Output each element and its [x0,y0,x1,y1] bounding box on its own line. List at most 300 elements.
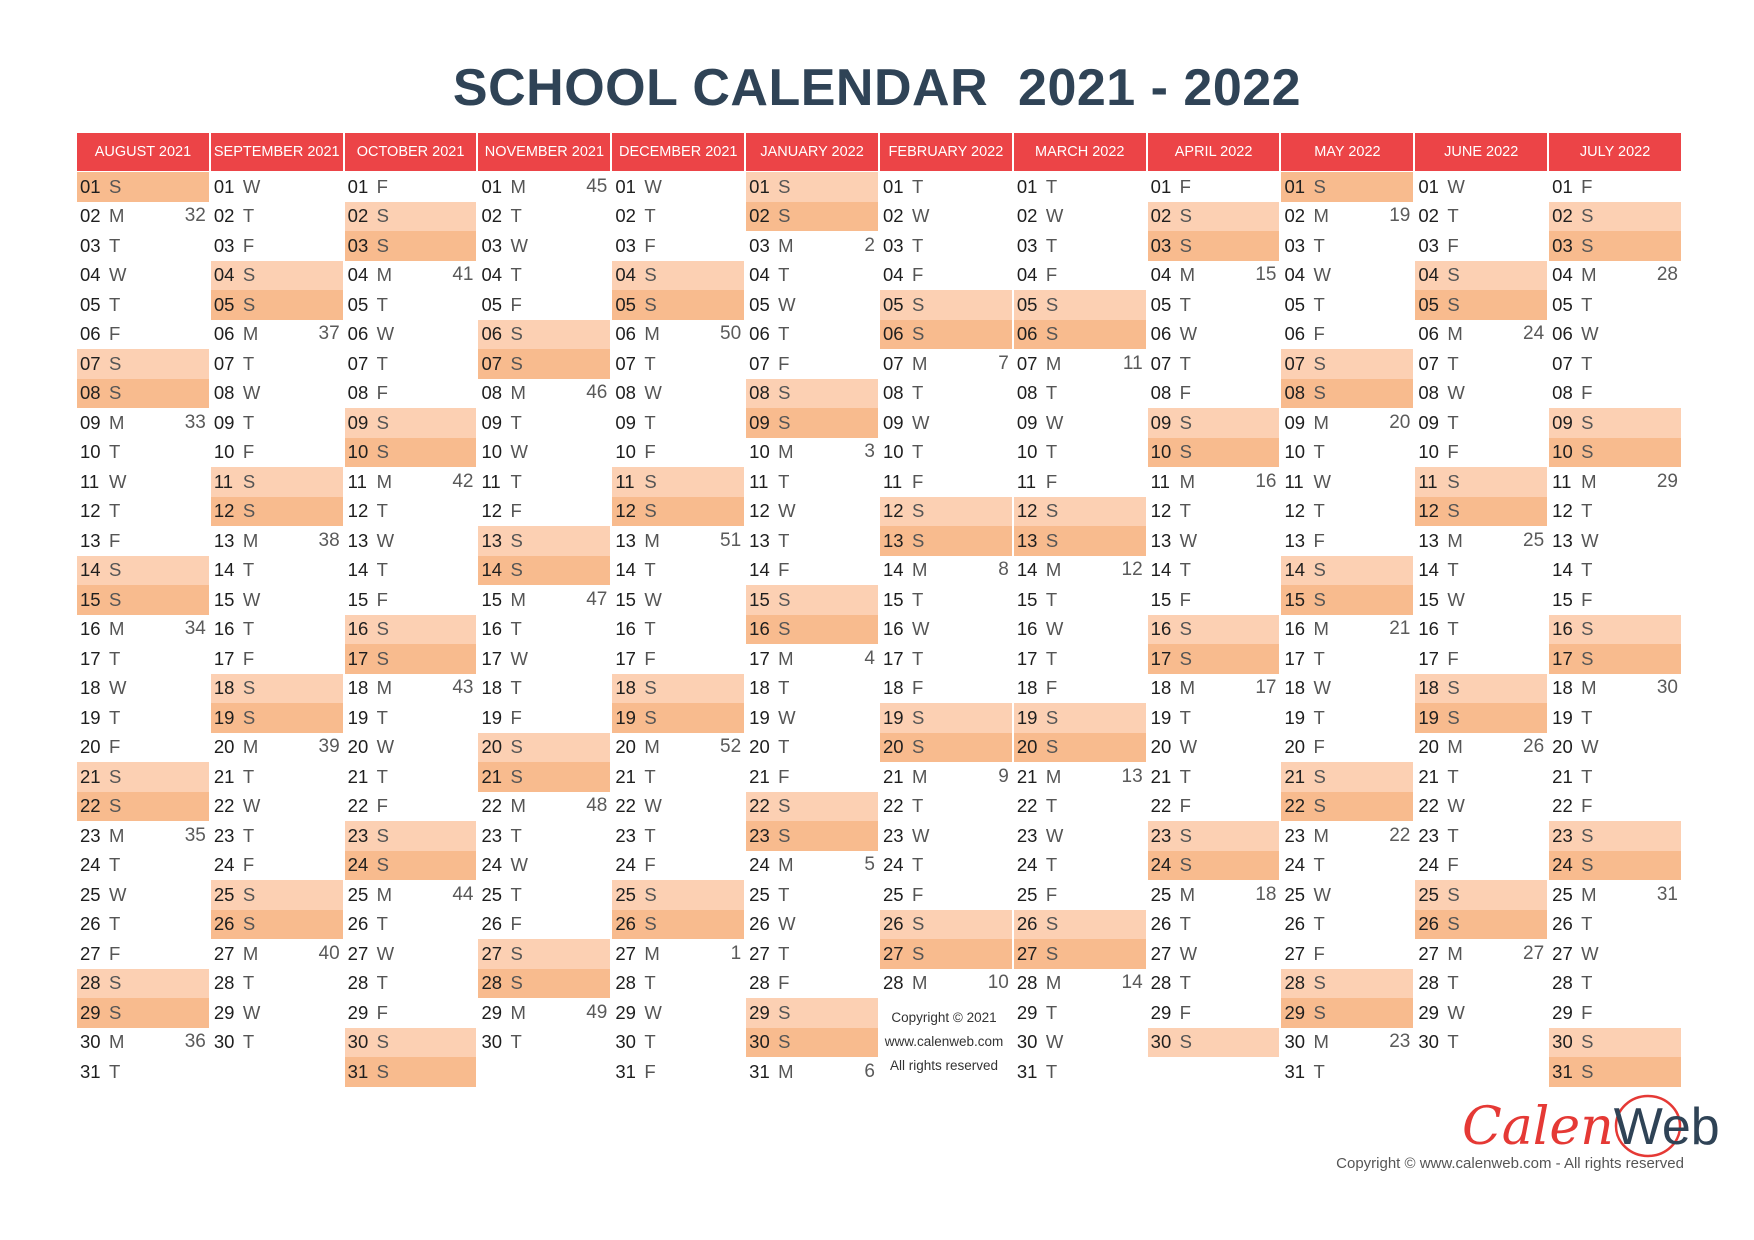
weekday-letter: M [778,441,794,463]
weekday-letter: T [911,588,924,610]
weekday-letter: F [1179,1001,1191,1023]
weekday-letter: W [1313,883,1331,905]
weekday-letter: S [1179,1031,1192,1053]
day-number: 21 [1552,765,1573,787]
weekday-letter: M [1313,618,1329,640]
day-number: 26 [1150,913,1172,935]
month-column [478,133,610,1091]
day-number: 06 [882,323,904,345]
day-cell [1014,379,1146,409]
day-number: 07 [481,352,503,374]
day-cell [1549,172,1681,202]
day-number: 23 [1284,824,1306,846]
weekday-letter: F [778,765,790,787]
weekday-letter: F [1045,470,1058,492]
week-number: 24 [1523,323,1545,345]
weekend-day-cell [1415,467,1547,497]
weekday-letter: T [242,352,255,374]
day-number: 23 [347,824,369,846]
day-cell [77,438,209,468]
weekday-letter: S [242,500,256,522]
day-cell [1549,674,1681,704]
day-cell [211,379,343,409]
day-cell [1148,880,1280,910]
day-number: 19 [1016,706,1038,728]
day-number: 11 [1552,470,1572,492]
weekday-letter: M [242,736,259,758]
weekend-day-cell [1281,585,1413,615]
weekday-letter: T [242,411,255,433]
day-cell [1281,1057,1413,1087]
day-number: 21 [1418,765,1439,787]
week-number: 39 [318,736,340,758]
weekday-letter: W [242,588,261,610]
day-number: 21 [749,765,770,787]
day-cell [1415,851,1547,881]
weekday-letter: F [1045,883,1058,905]
day-cell [1014,644,1146,674]
weekday-letter: T [109,647,121,669]
day-number: 07 [882,352,904,374]
weekday-letter: M [510,382,526,404]
day-number: 27 [1016,942,1038,964]
weekday-letter: S [1447,883,1460,905]
day-number: 15 [1552,588,1573,610]
weekday-letter: M [109,411,125,433]
weekday-letter: T [1045,1060,1058,1082]
week-number: 21 [1389,618,1411,640]
day-number: 16 [1284,618,1306,640]
day-number: 07 [347,352,369,374]
day-number: 06 [615,323,636,345]
weekday-letter: M [109,824,125,846]
weekday-letter: T [376,765,388,787]
day-cell [478,467,610,497]
weekend-day-cell [211,261,343,291]
weekday-letter: T [510,618,522,640]
day-cell [478,703,610,733]
day-cell [1014,821,1146,851]
day-cell [478,821,610,851]
weekday-letter: T [109,913,121,935]
day-number: 10 [1418,441,1439,463]
weekend-day-cell [478,762,610,792]
day-number: 27 [213,942,235,964]
day-number: 19 [1418,706,1439,728]
weekday-letter: S [109,352,122,374]
day-cell [1148,792,1280,822]
weekday-letter: S [1313,382,1326,404]
day-number: 12 [749,500,770,522]
weekend-day-cell [211,880,343,910]
weekend-day-cell [1549,408,1681,438]
weekday-letter: M [1313,411,1329,433]
day-cell [1549,939,1681,969]
day-cell [478,792,610,822]
day-cell [1281,526,1413,556]
day-cell [1281,733,1413,763]
day-number: 25 [80,883,101,905]
day-number: 20 [749,736,770,758]
day-number: 12 [1284,500,1306,522]
weekday-letter: F [242,647,255,669]
day-number: 24 [80,854,101,876]
day-cell [1014,969,1146,999]
weekday-letter: F [1179,588,1191,610]
weekend-day-cell [345,615,477,645]
day-number: 14 [882,559,904,581]
day-number: 18 [615,677,636,699]
day-number: 10 [213,441,235,463]
day-number: 27 [882,942,904,964]
weekday-letter: S [911,529,925,551]
day-cell [211,172,343,202]
weekend-day-cell [478,733,610,763]
week-number: 33 [184,411,206,433]
day-number: 16 [882,618,904,640]
day-cell [612,939,744,969]
weekday-letter: W [109,264,127,286]
day-number: 25 [615,883,636,905]
weekend-day-cell [880,526,1012,556]
week-number: 20 [1389,411,1411,433]
weekday-letter: S [242,677,256,699]
weekday-letter: M [644,942,660,964]
day-number: 11 [213,470,234,492]
weekday-letter: S [644,677,657,699]
weekday-letter: S [109,795,122,817]
weekend-day-cell [77,762,209,792]
day-cell [1549,497,1681,527]
day-cell [1281,939,1413,969]
day-number: 02 [615,205,636,227]
day-cell [1415,939,1547,969]
weekday-letter: T [778,323,790,345]
day-number: 13 [1552,529,1573,551]
day-cell [612,821,744,851]
day-cell [1281,497,1413,527]
day-number: 06 [347,323,369,345]
weekend-day-cell [1014,733,1146,763]
month-column [1549,133,1681,1091]
weekday-letter: T [109,854,121,876]
day-number: 03 [1418,234,1439,256]
day-number: 25 [1418,883,1439,905]
day-number: 28 [1418,972,1439,994]
day-number: 17 [1418,647,1439,669]
weekday-letter: W [1581,323,1599,345]
day-number: 10 [882,441,904,463]
weekday-letter: S [778,1001,791,1023]
weekday-letter: S [1045,736,1059,758]
weekday-letter: F [242,854,255,876]
weekday-letter: F [1179,175,1191,197]
weekday-letter: T [644,824,656,846]
day-number: 16 [213,618,235,640]
weekday-letter: M [1447,529,1463,551]
weekend-day-cell [478,939,610,969]
weekday-letter: T [911,795,924,817]
weekday-letter: S [1045,706,1059,728]
day-number: 24 [213,854,235,876]
day-number: 29 [749,1001,770,1023]
day-number: 25 [749,883,770,905]
weekend-day-cell [1549,438,1681,468]
weekday-letter: W [778,500,796,522]
day-number: 16 [481,618,503,640]
day-cell [1415,762,1547,792]
day-number: 16 [1016,618,1038,640]
weekday-letter: S [1447,264,1460,286]
day-number: 26 [615,913,636,935]
weekday-letter: S [778,618,791,640]
weekend-day-cell [1148,1028,1280,1058]
day-number: 27 [1284,942,1306,964]
weekday-letter: T [1581,352,1593,374]
day-cell [1549,998,1681,1028]
day-cell [345,998,477,1028]
day-number: 26 [80,913,101,935]
day-number: 22 [749,795,770,817]
day-number: 08 [347,382,369,404]
day-number: 21 [1284,765,1306,787]
weekday-letter: S [911,942,925,964]
day-number: 15 [1150,588,1172,610]
day-cell [345,939,477,969]
month-column [1281,133,1413,1091]
day-number: 27 [481,942,503,964]
weekday-letter: T [778,529,790,551]
day-number: 04 [615,264,636,286]
day-cell [1014,998,1146,1028]
day-cell [1281,851,1413,881]
weekday-letter: F [1313,323,1325,345]
day-number: 16 [749,618,770,640]
day-number: 06 [1552,323,1573,345]
day-number: 30 [615,1031,636,1053]
weekday-letter: S [778,824,791,846]
weekday-letter: M [778,1060,794,1082]
weekday-letter: S [109,175,122,197]
day-cell [345,762,477,792]
weekday-letter: T [1447,411,1459,433]
website-line: www.calenweb.com [884,1034,1004,1049]
weekday-letter: T [510,677,522,699]
weekday-letter: F [510,913,522,935]
day-cell [1281,910,1413,940]
weekday-letter: F [911,883,924,905]
weekend-day-cell [746,615,878,645]
weekday-letter: S [109,765,122,787]
day-cell [1549,703,1681,733]
day-number: 20 [213,736,235,758]
weekend-day-cell [612,290,744,320]
day-cell [1148,674,1280,704]
weekday-letter: W [1045,1031,1064,1053]
day-number: 10 [1016,441,1038,463]
day-number: 15 [481,588,503,610]
day-number: 30 [481,1031,503,1053]
day-number: 31 [80,1060,101,1082]
weekend-day-cell [1415,703,1547,733]
day-number: 22 [1418,795,1439,817]
day-number: 11 [1284,470,1304,492]
day-number: 10 [1284,441,1306,463]
week-number: 23 [1389,1031,1411,1053]
week-number: 32 [184,205,206,227]
weekend-day-cell [1415,290,1547,320]
day-number: 02 [749,205,770,227]
day-cell [1415,615,1547,645]
weekday-letter: M [1581,470,1597,492]
day-cell [1415,556,1547,586]
day-number: 10 [1552,441,1573,463]
day-number: 08 [615,382,636,404]
day-number: 18 [1552,677,1573,699]
calendar-grid [77,133,1681,1091]
weekend-day-cell [77,585,209,615]
weekday-letter: S [510,942,523,964]
weekday-letter: W [778,706,796,728]
weekday-letter: W [1179,942,1198,964]
weekday-letter: S [1313,972,1326,994]
day-number: 12 [882,500,904,522]
day-cell [345,910,477,940]
day-cell [1549,349,1681,379]
day-cell [77,261,209,291]
day-number: 27 [347,942,369,964]
day-number: 23 [1418,824,1439,846]
weekday-letter: M [109,618,125,640]
weekday-letter: T [1447,1031,1459,1053]
weekend-day-cell [478,526,610,556]
day-cell [77,939,209,969]
day-number: 19 [213,706,235,728]
day-number: 20 [1016,736,1038,758]
weekday-letter: S [109,972,122,994]
day-number: 19 [1284,706,1306,728]
weekday-letter: M [109,205,125,227]
weekday-letter: M [1581,883,1597,905]
day-number: 26 [1552,913,1573,935]
weekday-letter: S [911,736,925,758]
weekday-letter: F [911,470,924,492]
weekday-letter: T [109,706,121,728]
day-number: 09 [1150,411,1172,433]
day-number: 04 [1284,264,1306,286]
day-cell [211,615,343,645]
day-cell [478,1028,610,1058]
weekday-letter: S [644,500,657,522]
weekend-day-cell [1148,615,1280,645]
day-number: 11 [615,470,635,492]
copyright-line: Copyright © 2021 [891,1010,997,1025]
week-number: 2 [864,234,875,256]
day-number: 07 [749,352,770,374]
week-number: 47 [586,588,608,610]
day-number: 01 [749,175,770,197]
weekday-letter: F [1313,942,1325,964]
weekday-letter: S [911,706,925,728]
day-number: 04 [347,264,369,286]
weekday-letter: S [1581,234,1594,256]
weekday-letter: T [1179,352,1191,374]
day-number: 08 [1150,382,1172,404]
weekday-letter: T [644,559,656,581]
week-number: 22 [1389,824,1411,846]
weekday-letter: S [242,706,256,728]
day-number: 18 [1016,677,1038,699]
week-number: 34 [184,618,206,640]
day-number: 13 [615,529,636,551]
week-number: 9 [998,765,1009,787]
weekend-day-cell [1549,231,1681,261]
day-cell [1549,585,1681,615]
weekday-letter: S [1581,647,1594,669]
day-cell [1549,556,1681,586]
weekday-letter: T [109,1060,121,1082]
month-header: JULY 2022 [1549,133,1681,171]
day-number: 10 [749,441,770,463]
day-number: 19 [347,706,369,728]
weekday-letter: W [1313,264,1331,286]
day-number: 07 [1150,352,1172,374]
day-cell [612,762,744,792]
day-cell [1415,202,1547,232]
weekday-letter: S [778,795,791,817]
day-number: 28 [615,972,636,994]
day-number: 12 [481,500,503,522]
month-header: JANUARY 2022 [746,133,878,171]
day-number: 19 [615,706,636,728]
weekday-letter: T [242,972,255,994]
weekday-letter: S [1179,411,1192,433]
weekday-letter: W [644,175,662,197]
day-cell [1281,703,1413,733]
day-cell [478,438,610,468]
weekday-letter: T [1045,1001,1058,1023]
weekday-letter: M [1045,352,1062,374]
day-number: 30 [80,1031,101,1053]
weekday-letter: S [510,972,523,994]
day-cell [880,261,1012,291]
week-number: 30 [1656,677,1678,699]
day-cell [1014,438,1146,468]
logo-calen: Calen [1462,1097,1614,1157]
weekend-day-cell [1281,379,1413,409]
day-number: 29 [1016,1001,1038,1023]
day-cell [1415,526,1547,556]
day-cell [1014,851,1146,881]
weekday-letter: F [1447,854,1459,876]
day-cell [1014,261,1146,291]
weekday-letter: T [1313,854,1325,876]
weekday-letter: S [644,706,657,728]
weekday-letter: S [242,470,256,492]
day-number: 25 [1284,883,1306,905]
weekday-letter: S [109,1001,122,1023]
weekday-letter: F [1581,1001,1593,1023]
day-cell [1148,703,1280,733]
day-number: 30 [1016,1031,1038,1053]
day-number: 18 [213,677,235,699]
weekday-letter: F [1179,382,1191,404]
day-cell [612,1057,744,1087]
weekend-day-cell [746,408,878,438]
day-number: 10 [347,441,369,463]
day-number: 23 [749,824,770,846]
week-number: 51 [720,529,742,551]
